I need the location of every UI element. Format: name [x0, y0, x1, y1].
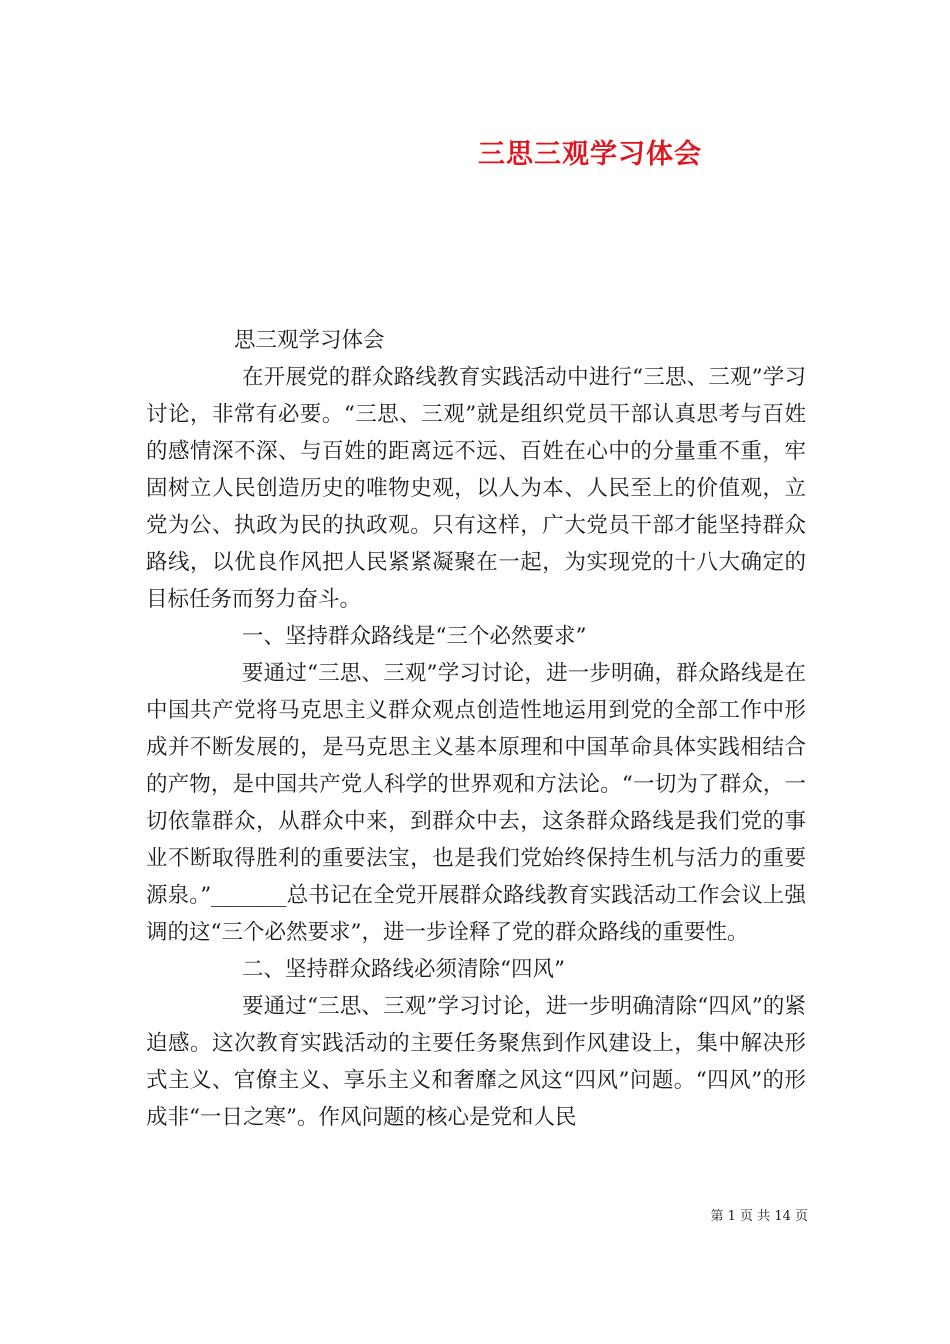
page-number-footer: 第 1 页 共 14 页: [710, 1209, 808, 1224]
document-body: [146, 322, 806, 1136]
section-heading-2: 二、坚持群众路线必须清除“四风”: [242, 957, 565, 982]
section-heading-1: 一、坚持群众路线是“三个必然要求”: [242, 624, 587, 649]
document-title: 三思三观学习体会: [478, 139, 702, 170]
paragraph-section-1: 要通过“三思、三观”学习讨论，进一步明确，群众路线是在中国共产党将马克思主义群众观点创造性地运用到党的全部工作中形成并不断发展的，是马克思主义基本原理和中国革命具体实践相结合的产物，是中国共产党人科学的世界观和方法论。“一切为了群众，一切依靠群众，从群众中来，到群众中去，这条群众路线是我们党的事业不断取得胜利的重要法宝，也是我们党始终保持生机与活力的重要源泉。”_______总书记在全党开展群众路线教育实践活动工作会议上强调的这“三个必然要求”，进一步诠释了党的群众路线的重要性。: [146, 661, 806, 945]
paragraph-intro: 在开展党的群众路线教育实践活动中进行“三思、三观”学习讨论，非常有必要。“三思、三观”就是组织党员干部认真思考与百姓的感情深不深、与百姓的距离远不远、百姓在心中的分量重不重，牢固树立人民创造历史的唯物史观，以人为本、人民至上的价值观，立党为公、执政为民的执政观。只有这样，广大党员干部才能坚持群众路线，以优良作风把人民紧紧凝聚在一起，为实现党的十八大确定的目标任务而努力奋斗。: [146, 365, 806, 612]
paragraph-section-2: 要通过“三思、三观”学习讨论，进一步明确清除“四风”的紧迫感。这次教育实践活动的主要任务聚焦到作风建设上，集中解决形式主义、官僚主义、享乐主义和奢靡之风这“四风”问题。“四风”的形成非“一日之寒”。作风问题的核心是党和人民: [146, 994, 806, 1130]
document-subtitle: 思三观学习体会: [234, 328, 385, 353]
